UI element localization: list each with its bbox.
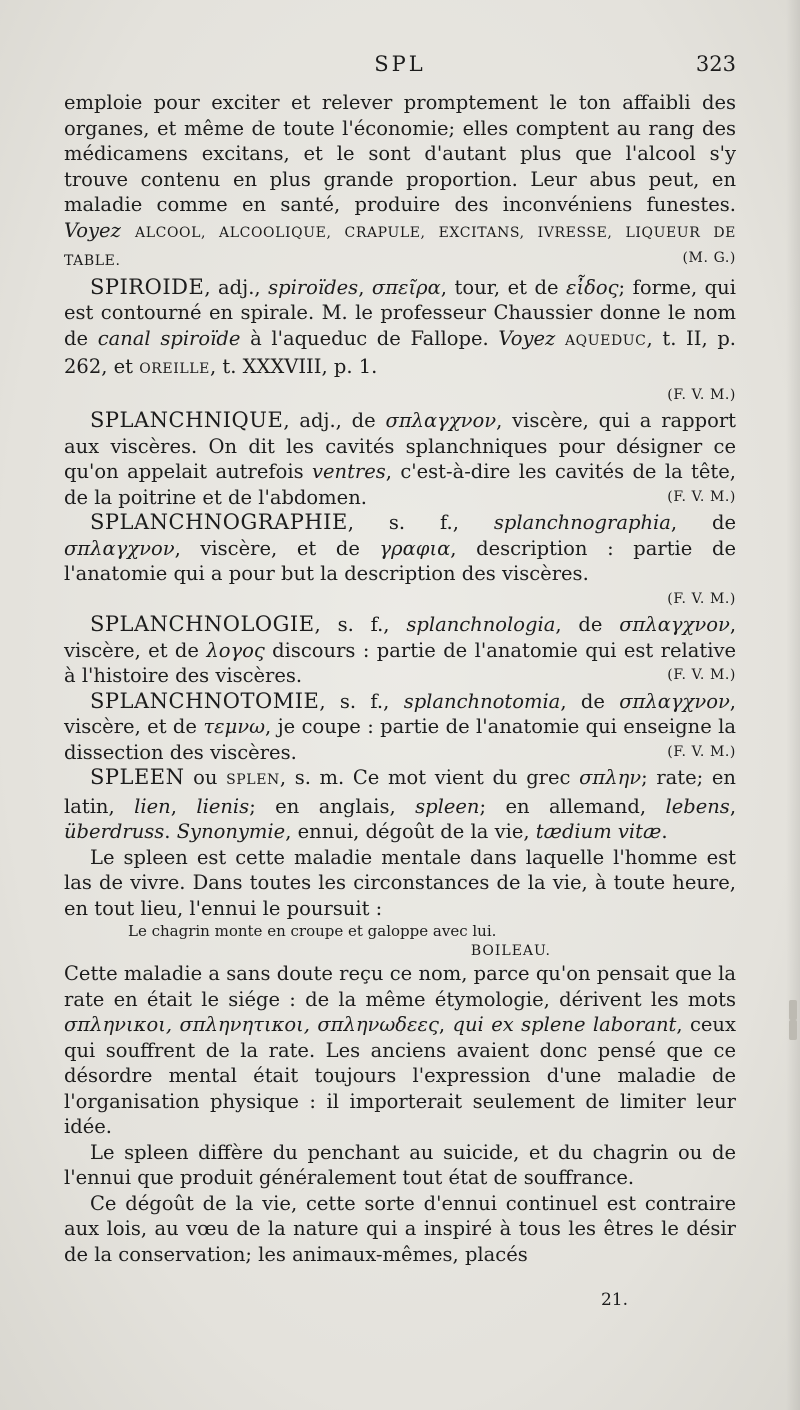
edge-mark: [789, 1000, 797, 1020]
entry-splanchnographie: [64, 510, 736, 587]
latin-term: splanchnotomia: [403, 689, 561, 713]
latin-term: tædium vitæ: [535, 820, 662, 843]
latin-term: qui ex splene laborant: [452, 1013, 677, 1036]
greek-term: σπλαγχνον: [385, 409, 497, 432]
text: , s. f.,: [314, 613, 390, 636]
entry-spleen: [64, 765, 736, 845]
text: ; forme, qui est contourné en spirale. M. le professeur Chaussier donne le nom de: [64, 275, 736, 350]
text: , je coupe : partie de l'anatomie qui enseigne la dissection des viscères.: [64, 715, 736, 764]
text: ou: [193, 766, 218, 789]
running-head: [64, 52, 736, 90]
latin-term: lien: [134, 794, 171, 818]
text: , s. m. Ce mot vient du grec: [279, 766, 571, 789]
text: , de: [670, 511, 736, 534]
variant-headword: SPLEN: [226, 772, 280, 788]
author-signature: (F. V. M.): [667, 667, 736, 683]
author-signature: (M. G.): [682, 250, 736, 266]
italic-term: canal spiroïde: [97, 326, 241, 350]
author-signature: (F. V. M.): [667, 590, 736, 607]
text: .: [164, 820, 171, 843]
text: , t. XXXVIII, p. 1.: [210, 355, 378, 378]
entry-headword: SPLEEN: [90, 765, 185, 789]
text: , t. II, p. 262, et: [64, 326, 737, 378]
italic-term: Synonymie: [176, 820, 286, 843]
greek-term: σπλαγχνον: [619, 689, 730, 713]
page-gutter-shadow: [786, 0, 800, 1410]
text: , s. f.,: [347, 511, 459, 534]
text: , viscère, et de: [174, 536, 360, 560]
text: ,: [170, 794, 177, 818]
crossref-voyez: Voyez: [64, 218, 121, 242]
entry-headword: SPLANCHNIQUE: [90, 408, 284, 432]
latin-term: splanchnologia: [406, 613, 556, 636]
text: , adj., de: [283, 409, 376, 432]
text: ,: [438, 1013, 446, 1036]
text: , description : partie de l'anatomie qui a pour but la description des viscères.: [64, 536, 736, 585]
paragraph: [64, 961, 736, 1140]
entry-splanchnologie: [64, 612, 736, 689]
text: ,: [729, 794, 737, 818]
greek-term: τεμνω: [203, 715, 266, 738]
text: , viscère, et de: [64, 613, 737, 662]
text: , adj.,: [204, 275, 261, 299]
italic-term: ventres: [311, 460, 386, 483]
paragraph-continuation: [64, 90, 736, 275]
entry-headword: SPIROIDE: [90, 274, 205, 299]
text: Cette maladie a sans doute reçu ce nom, parce qu'on pensait que la rate en était le siége : de la même étymologie, dérivent les mots: [64, 962, 736, 1011]
greek-term: σπλαγχνον: [64, 536, 175, 560]
crossref: OREILLE: [139, 361, 210, 377]
verse-quotation: [64, 921, 736, 961]
printer-signature-mark: 21.: [600, 1289, 628, 1310]
author-signature: (F. V. M.): [667, 488, 736, 505]
crossref-list: ALCOOL, ALCOOLIQUE, CRAPULE, EXCITANS, IVRESSE, LIQUEUR DE TABLE.: [64, 224, 736, 269]
entry-splanchnique: [64, 408, 736, 510]
latin-term: lienis: [196, 794, 250, 818]
german-term: lebens: [665, 794, 730, 818]
latin-term: spiroïdes: [268, 275, 359, 299]
text: discours : partie de l'anatomie qui est relative à l'histoire des viscères.: [64, 638, 737, 687]
text: ; rate; en latin,: [64, 766, 736, 818]
text: à l'aqueduc de Fallope.: [250, 326, 489, 350]
greek-term: σπλην: [579, 766, 642, 789]
text: , de: [555, 613, 603, 636]
greek-term: λογος: [206, 638, 265, 662]
crossref-voyez: Voyez: [498, 326, 556, 350]
entry-headword: SPLANCHNOTOMIE: [90, 688, 320, 713]
text: emploie pour exciter et relever promptement le ton affaibli des organes, et même de toute l'économie; elles comptent au rang des médicamens excitans, et le sont d'autant plus que l'alcool s'y trouve contenu en plus grande proportion. Leur abus peut, en maladie comme en santé, produire des inconvéniens funestes.: [64, 91, 736, 216]
entry-headword: SPLANCHNOGRAPHIE: [90, 510, 348, 534]
entry-spiroide: [64, 275, 736, 383]
text: ; en allemand,: [479, 794, 647, 818]
quote-line: Le chagrin monte en croupe et galoppe avec lui.: [128, 922, 497, 940]
entry-headword: SPLANCHNOLOGIE: [90, 612, 315, 636]
text: , viscère, et de: [64, 689, 736, 738]
entry-splanchnotomie: [64, 689, 736, 766]
german-term: überdruss: [64, 820, 165, 843]
quote-author: BOILEAU.: [470, 943, 551, 959]
greek-term: σπεῖρα: [371, 275, 441, 299]
paragraph: Ce dégoût de la vie, cette sorte d'ennui continuel est contraire aux lois, au vœu de la nature qui a inspiré à tous les êtres le désir de la conservation; les animaux-mêmes, placés: [64, 1191, 736, 1266]
paragraph: Le spleen est cette maladie mentale dans laquelle l'homme est las de vivre. Dans toutes les circonstances de la vie, à toute heure, en tout lieu, l'ennui le poursuit :: [64, 845, 736, 920]
greek-term: σπλαγχνον: [619, 613, 730, 636]
running-title: SPL: [374, 52, 426, 76]
text: , de: [560, 689, 605, 713]
text: , ceux qui souffrent de la rate. Les anciens avaient donc pensé que ce désordre mental était toujours l'expression d'une maladie de l'organisation physique : il importerait seulement de limiter leur idée.: [64, 1013, 736, 1138]
author-signature: (F. V. M.): [667, 386, 736, 403]
latin-term: splanchnographia: [493, 511, 671, 534]
text: , tour, et de: [440, 275, 559, 299]
paragraph: Le spleen diffère du penchant au suicide, et du chagrin ou de l'ennui que produit généralement tout état de souffrance.: [64, 1140, 736, 1189]
crossref: AQUEDUC: [564, 332, 647, 349]
text: .: [661, 820, 668, 843]
english-term: spleen: [415, 794, 480, 818]
text-block: [64, 52, 737, 1310]
text: ,: [358, 275, 365, 299]
edge-mark: [789, 1020, 797, 1040]
text: , c'est-à-dire les cavités de la tête, de la poitrine et de l'abdomen.: [64, 460, 737, 509]
page-number: 323: [695, 52, 736, 76]
greek-term: γραφια: [379, 536, 451, 560]
text: , viscère, qui a rapport aux viscères. On dit les cavités splanchniques pour désigner ce qu'on appelait autrefois: [64, 409, 737, 483]
text: ; en anglais,: [249, 794, 396, 818]
text: , ennui, dégoût de la vie,: [285, 820, 530, 843]
greek-term: σπληνικοι, σπληνητικοι, σπληνωδεες: [64, 1013, 439, 1036]
author-signature: (F. V. M.): [667, 743, 736, 760]
greek-term: εἶδος: [566, 275, 619, 299]
text: , s. f.,: [319, 689, 390, 713]
